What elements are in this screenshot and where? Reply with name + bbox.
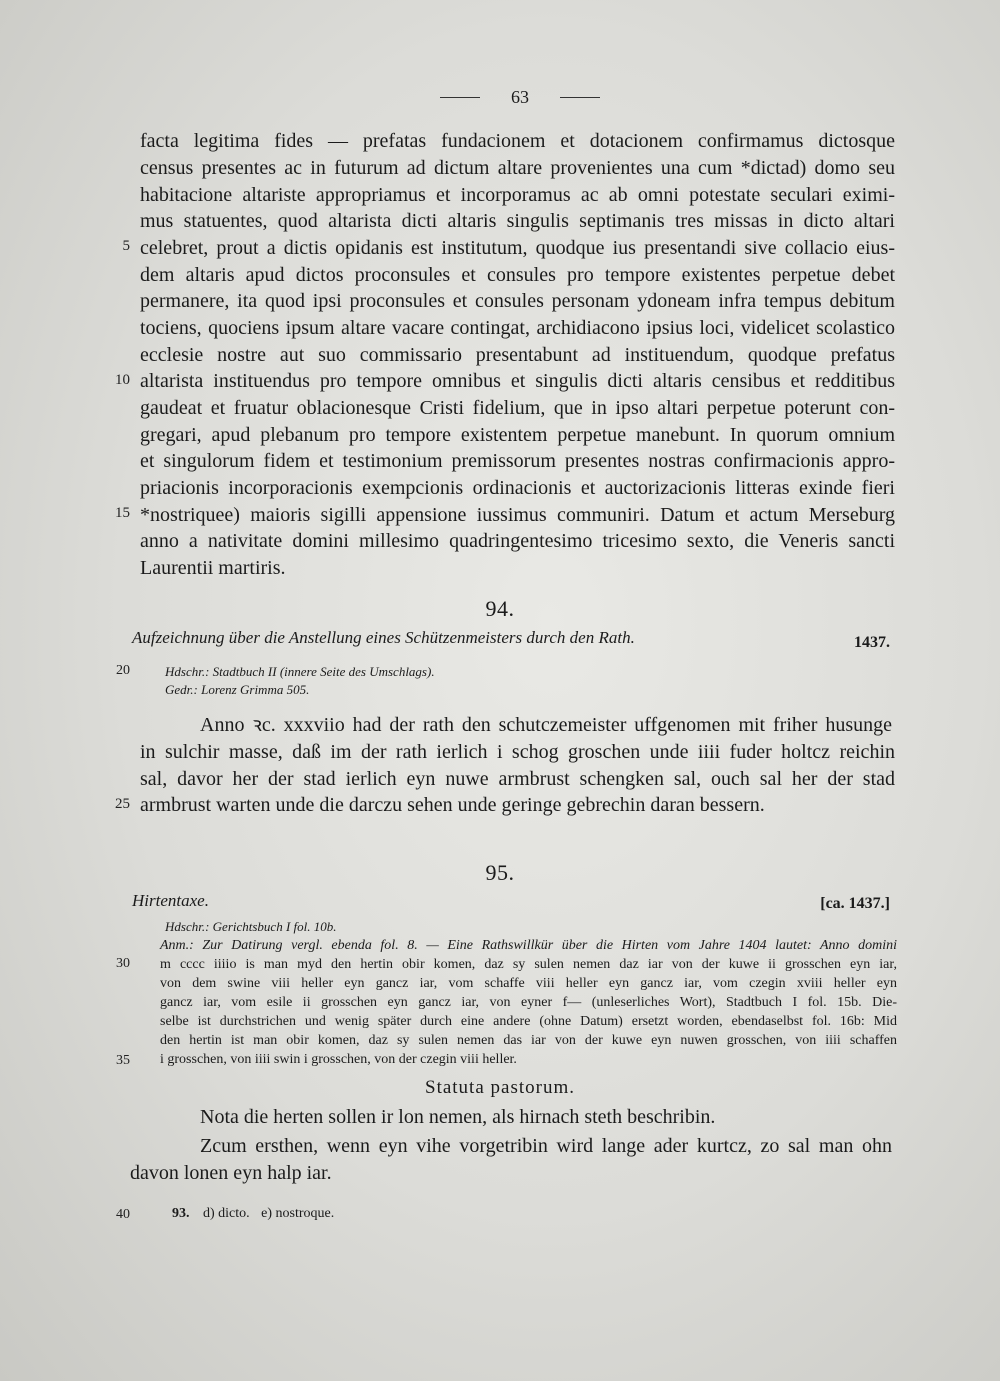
annotation-line: den hertin ist man obir komen, daz sy sulen nemen das iar von der kuwe eyn nuwen grosschen, von iiii schaffen: [160, 1033, 897, 1048]
body-line: ecclesie nostre aut suo commissario presentabunt ad instituendum, quodque prefatus: [140, 344, 895, 366]
statute-title: Statuta pastorum.: [425, 1077, 575, 1098]
section-heading: Aufzeichnung über die Anstellung eines Schützenmeisters durch den Rath.: [132, 628, 635, 647]
body-line: et singulorum fidem et testimonium premissorum presentes nostras confirmacionis appro-: [140, 450, 895, 472]
body-line: Anno ꝛc. xxxviio had der rath den schutczemeister uffgenomen mit friher husunge: [200, 714, 892, 736]
body-line: facta legitima fides — prefatas fundacionem et dotacionem confirmamus dictosque: [140, 130, 895, 152]
section-number: 95.: [485, 860, 515, 885]
body-line: celebret, prout a dictis opidanis est institutum, quodque ius presentandi sive collacio eius-: [140, 237, 895, 259]
line-number: 5: [122, 238, 130, 254]
line-number: 15: [115, 505, 130, 521]
annotation-line: m cccc iiiio is man myd den hertin obir komen, daz sy sulen nemen daz iar von der kuwe ii grosschen eyn iar,: [160, 957, 897, 972]
annotation-line: von dem swine viii heller eyn gancz iar, vom schaffe viii heller eyn gancz iar, vom czegin xviii heller eyn: [160, 976, 897, 991]
annotation-line: i grosschen, von iiii swin i grosschen, von der czegin viii heller.: [160, 1052, 517, 1067]
body-line: altarista instituendus pro tempore omnibus et singulis dicti altaris censibus et redditibus: [140, 370, 895, 392]
page-number: 63: [511, 87, 529, 107]
annotation-line: gancz iar, vom esile ii grosschen eyn gancz iar, von eyner f— (unleserliches Wort), Stadtbuch I fol. 15b. Die-: [160, 995, 897, 1010]
section-year: 1437.: [854, 634, 890, 651]
body-line: davon lonen eyn halp iar.: [130, 1162, 332, 1184]
section-number: 94.: [485, 596, 515, 621]
section-year: [ca. 1437.]: [820, 895, 890, 912]
line-number: 20: [116, 663, 130, 678]
body-line: dem altaris apud dictos proconsules et consules pro tempore existentes perpetue debet: [140, 264, 895, 286]
line-number: 30: [116, 956, 130, 971]
line-number: 35: [116, 1053, 130, 1068]
footnote-d: d) dicto.: [203, 1206, 250, 1221]
line-number: 40: [116, 1207, 130, 1222]
line-number: 10: [115, 372, 130, 388]
body-line: Laurentii martiris.: [140, 557, 286, 579]
footnote-ref: 93.: [172, 1206, 190, 1221]
section-heading: Hirtentaxe.: [132, 891, 209, 910]
body-line: gaudeat et fruatur oblacionesque Cristi fidelium, que in ipso altari perpetue poterunt con-: [140, 397, 895, 419]
body-line: gregari, apud plebanum pro tempore existentem perpetue manebunt. In quorum omnium: [140, 424, 895, 446]
header-rule-left: [440, 97, 480, 98]
body-line: anno a nativitate domini millesimo quadringentesimo tricesimo sexto, die Veneris sancti: [140, 530, 895, 552]
source-manuscript: Hdschr.: Stadtbuch II (innere Seite des Umschlags).: [165, 664, 435, 679]
body-line: armbrust warten unde die darczu sehen unde geringe gebrechin daran bessern.: [140, 794, 765, 816]
body-line: census presentes ac in futurum ad dictum altare provenientes una cum *dictad) domo seu: [140, 157, 895, 179]
body-line: in sulchir masse, daß im der rath ierlich i schog groschen unde iiii fuder holtcz reichin: [140, 741, 895, 763]
annotation-line: Anm.: Zur Datirung vergl. ebenda fol. 8. — Eine Rathswillkür über die Hirten vom Jahre 1404 lautet: Anno domini: [160, 938, 897, 953]
annotation-line: selbe ist durchstrichen und wenig später durch eine andere (ohne Datum) ersetzt worden, ebendaselbst fol. 16b: Mid: [160, 1014, 897, 1029]
line-number: 25: [115, 796, 130, 812]
body-line: habitacione altariste appropriamus et incorporamus ac ab omni potestate seculari eximi-: [140, 184, 895, 206]
body-line: priacionis incorporacionis exempcionis ordinacionis et auctorizacionis litteras exinde fieri: [140, 477, 895, 499]
header-rule-right: [560, 97, 600, 98]
body-line: Zcum ersthen, wenn eyn vihe vorgetribin wird lange ader kurtcz, zo sal man ohn: [200, 1135, 892, 1157]
source-print: Gedr.: Lorenz Grimma 505.: [165, 682, 310, 697]
footnotes: [172, 1206, 334, 1222]
body-line: sal, davor her der stad ierlich eyn nuwe armbrust schengken sal, ouch sal her der stad: [140, 768, 895, 790]
body-line: *nostriquee) maioris sigilli appensione iussimus communiri. Datum et actum Merseburg: [140, 504, 895, 526]
body-line: Nota die herten sollen ir lon nemen, als hirnach steth beschribin.: [200, 1106, 716, 1128]
body-line: mus statuentes, quod altarista dicti altaris singulis septimanis tres missas in dicto altari: [140, 210, 895, 232]
body-line: tociens, quociens ipsum altare vacare contingat, archidiacono ipsius loci, videlicet scolastico: [140, 317, 895, 339]
source-manuscript: Hdschr.: Gerichtsbuch I fol. 10b.: [165, 919, 337, 934]
page-header: [440, 86, 600, 110]
footnote-e: e) nostroque.: [261, 1206, 335, 1221]
body-line: permanere, ita quod ipsi proconsules et consules personam ydoneam infra tempus debitum: [140, 290, 895, 312]
